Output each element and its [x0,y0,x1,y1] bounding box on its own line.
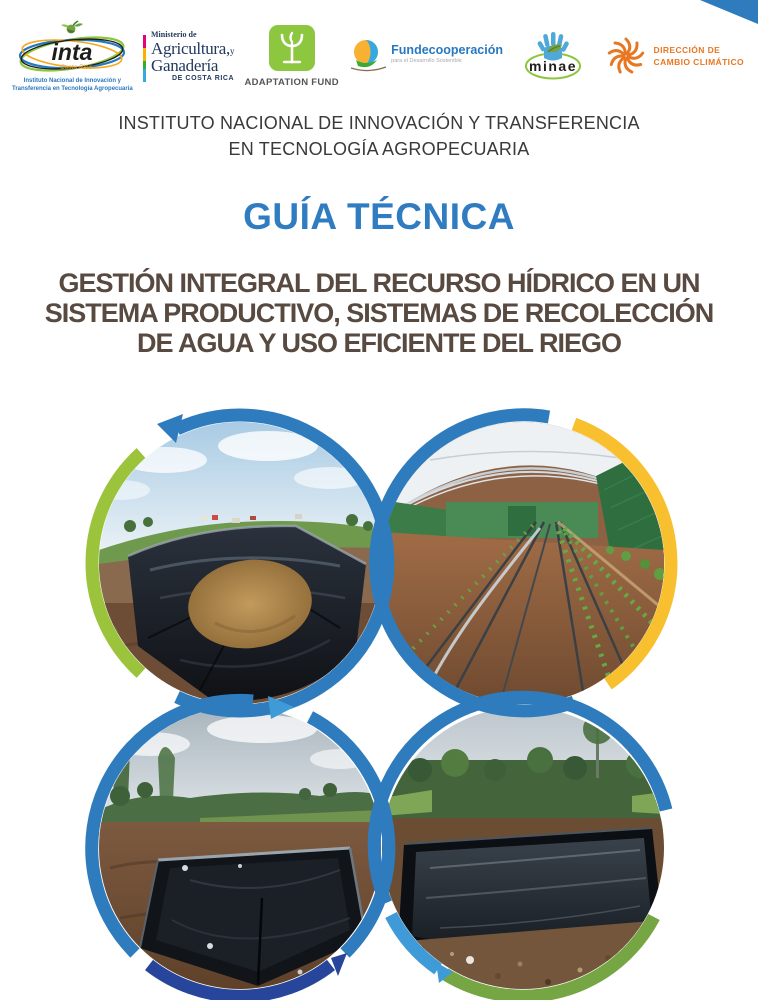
fundecooperacion-text: Fundecooperación para el Desarrollo Sostenible [391,43,503,64]
arc-arrow-tip [331,953,347,976]
dcc-pinwheel-icon [604,34,648,78]
document-subtitle: GESTIÓN INTEGRAL DEL RECURSO HÍDRICO EN UN SISTEMA PRODUCTIVO, SISTEMAS DE RECOLECCIÓN DE AGUA Y USO EFICIENTE DEL RIEGO [44,268,714,359]
cover-collage [0,398,758,1000]
mag-logo [143,31,234,82]
page-title: GUÍA TÉCNICA [243,196,515,237]
dcc-logo [604,34,744,78]
fundecooperacion-icon [349,37,387,75]
mag-color-bars-icon [143,35,146,82]
mag-text: Ministerio de Agricultura,y Ganadería DE COSTA RICA [150,29,235,82]
minae-logo [513,28,593,84]
inta-country: Costa Rica [60,64,93,71]
dcc-text: DIRECCIÓN DE CAMBIO CLIMÁTICO [653,44,744,67]
adaptation-fund-logo [244,25,338,88]
minae-wordmark: minae [529,58,578,74]
adaptation-fund-label: ADAPTATION FUND [244,76,339,88]
minae-icon [513,28,593,84]
photo-greenhouse-drip-irrigation [382,422,666,704]
inta-tagline: Instituto Nacional de Innovación y Transferencia en Tecnología Agropecuaria [12,78,133,92]
inta-logo-icon [14,19,130,77]
logo-strip [12,10,744,102]
photo-finished-lined-reservoir [382,707,664,989]
inta-logo [12,19,133,93]
adaptation-fund-icon [269,25,315,71]
fundecooperacion-logo [349,37,503,75]
institute-name: INSTITUTO NACIONAL DE INNOVACIÓN Y TRANSFERENCIA EN TECNOLOGÍA AGROPECUARIA [118,113,640,160]
inta-wordmark: inta [51,39,93,65]
photo-lined-pond-construction [99,707,381,989]
